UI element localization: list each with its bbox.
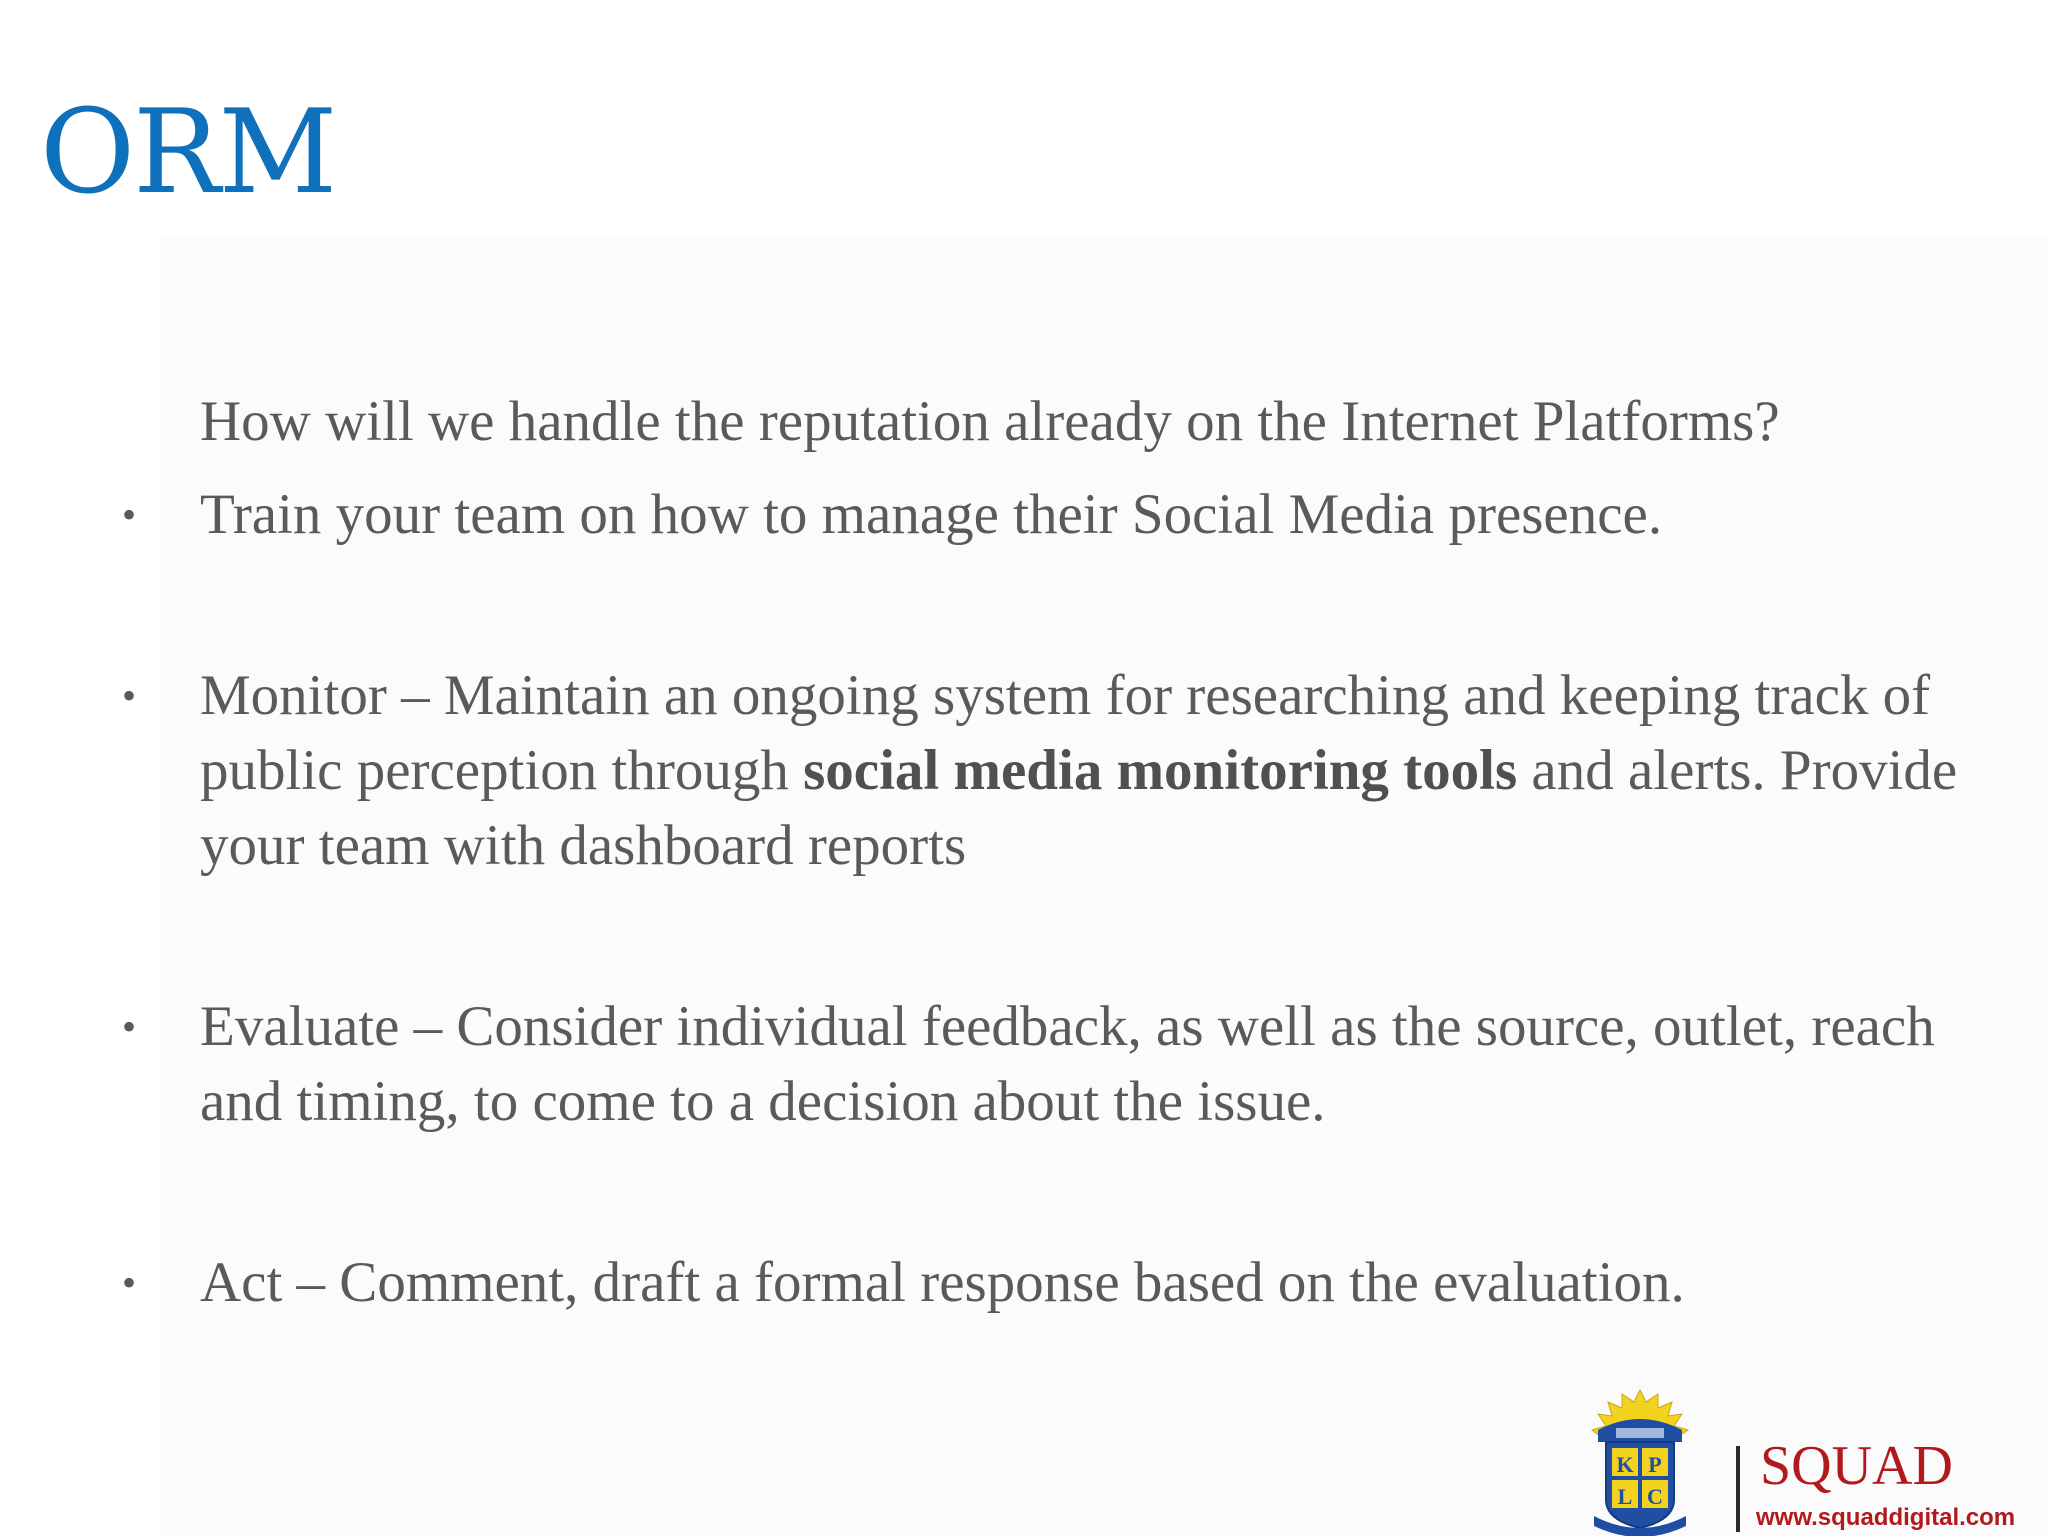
- logo-divider: [1736, 1446, 1740, 1532]
- bullet-item-evaluate: [122, 989, 1990, 1139]
- bullet-dot-icon: •: [122, 673, 137, 718]
- kplc-crest-logo: [1588, 1388, 1692, 1536]
- bullet-item-train: [122, 477, 1990, 552]
- bullet-text: Train your team on how to manage their Social Media presence.: [200, 483, 1663, 546]
- bullet-item-act: [122, 1245, 1990, 1320]
- bullet-dot-icon: •: [122, 492, 137, 537]
- bullet-text: Act – Comment, draft a formal response based on the evaluation.: [200, 1251, 1685, 1314]
- slide-body: [122, 384, 1990, 1320]
- bullet-dot-icon: •: [122, 1004, 137, 1049]
- bullet-bold-text: social media monitoring tools: [803, 739, 1518, 802]
- bullet-text-continued: and alerts. Provide your team with dashboard reports: [200, 739, 1958, 877]
- squad-url: www.squaddigital.com: [1756, 1504, 2016, 1531]
- bullet-text: Evaluate – Consider individual feedback, as well as the source, outlet, reach and timing, to come to a decision about the issue.: [200, 995, 1935, 1133]
- slide-title: ORM: [40, 85, 336, 220]
- squad-wordmark: SQUAD: [1760, 1435, 1953, 1497]
- squad-wordmark-logo: [1758, 1430, 2008, 1500]
- bullet-text: Monitor – Maintain an ongoing system for researching and keeping track of public perception through: [200, 664, 1931, 802]
- kplc-letter-l: L: [1617, 1484, 1633, 1509]
- kplc-letter-c: C: [1647, 1484, 1663, 1509]
- kplc-letter-k: K: [1616, 1452, 1634, 1477]
- bullet-list: [122, 477, 1990, 1320]
- intro-question: How will we handle the reputation already on the Internet Platforms?: [200, 390, 1780, 453]
- kplc-letter-p: P: [1648, 1452, 1662, 1477]
- bullet-dot-icon: •: [122, 1260, 137, 1305]
- footer-logos: [1588, 1386, 2016, 1536]
- bullet-item-monitor: [122, 658, 1990, 883]
